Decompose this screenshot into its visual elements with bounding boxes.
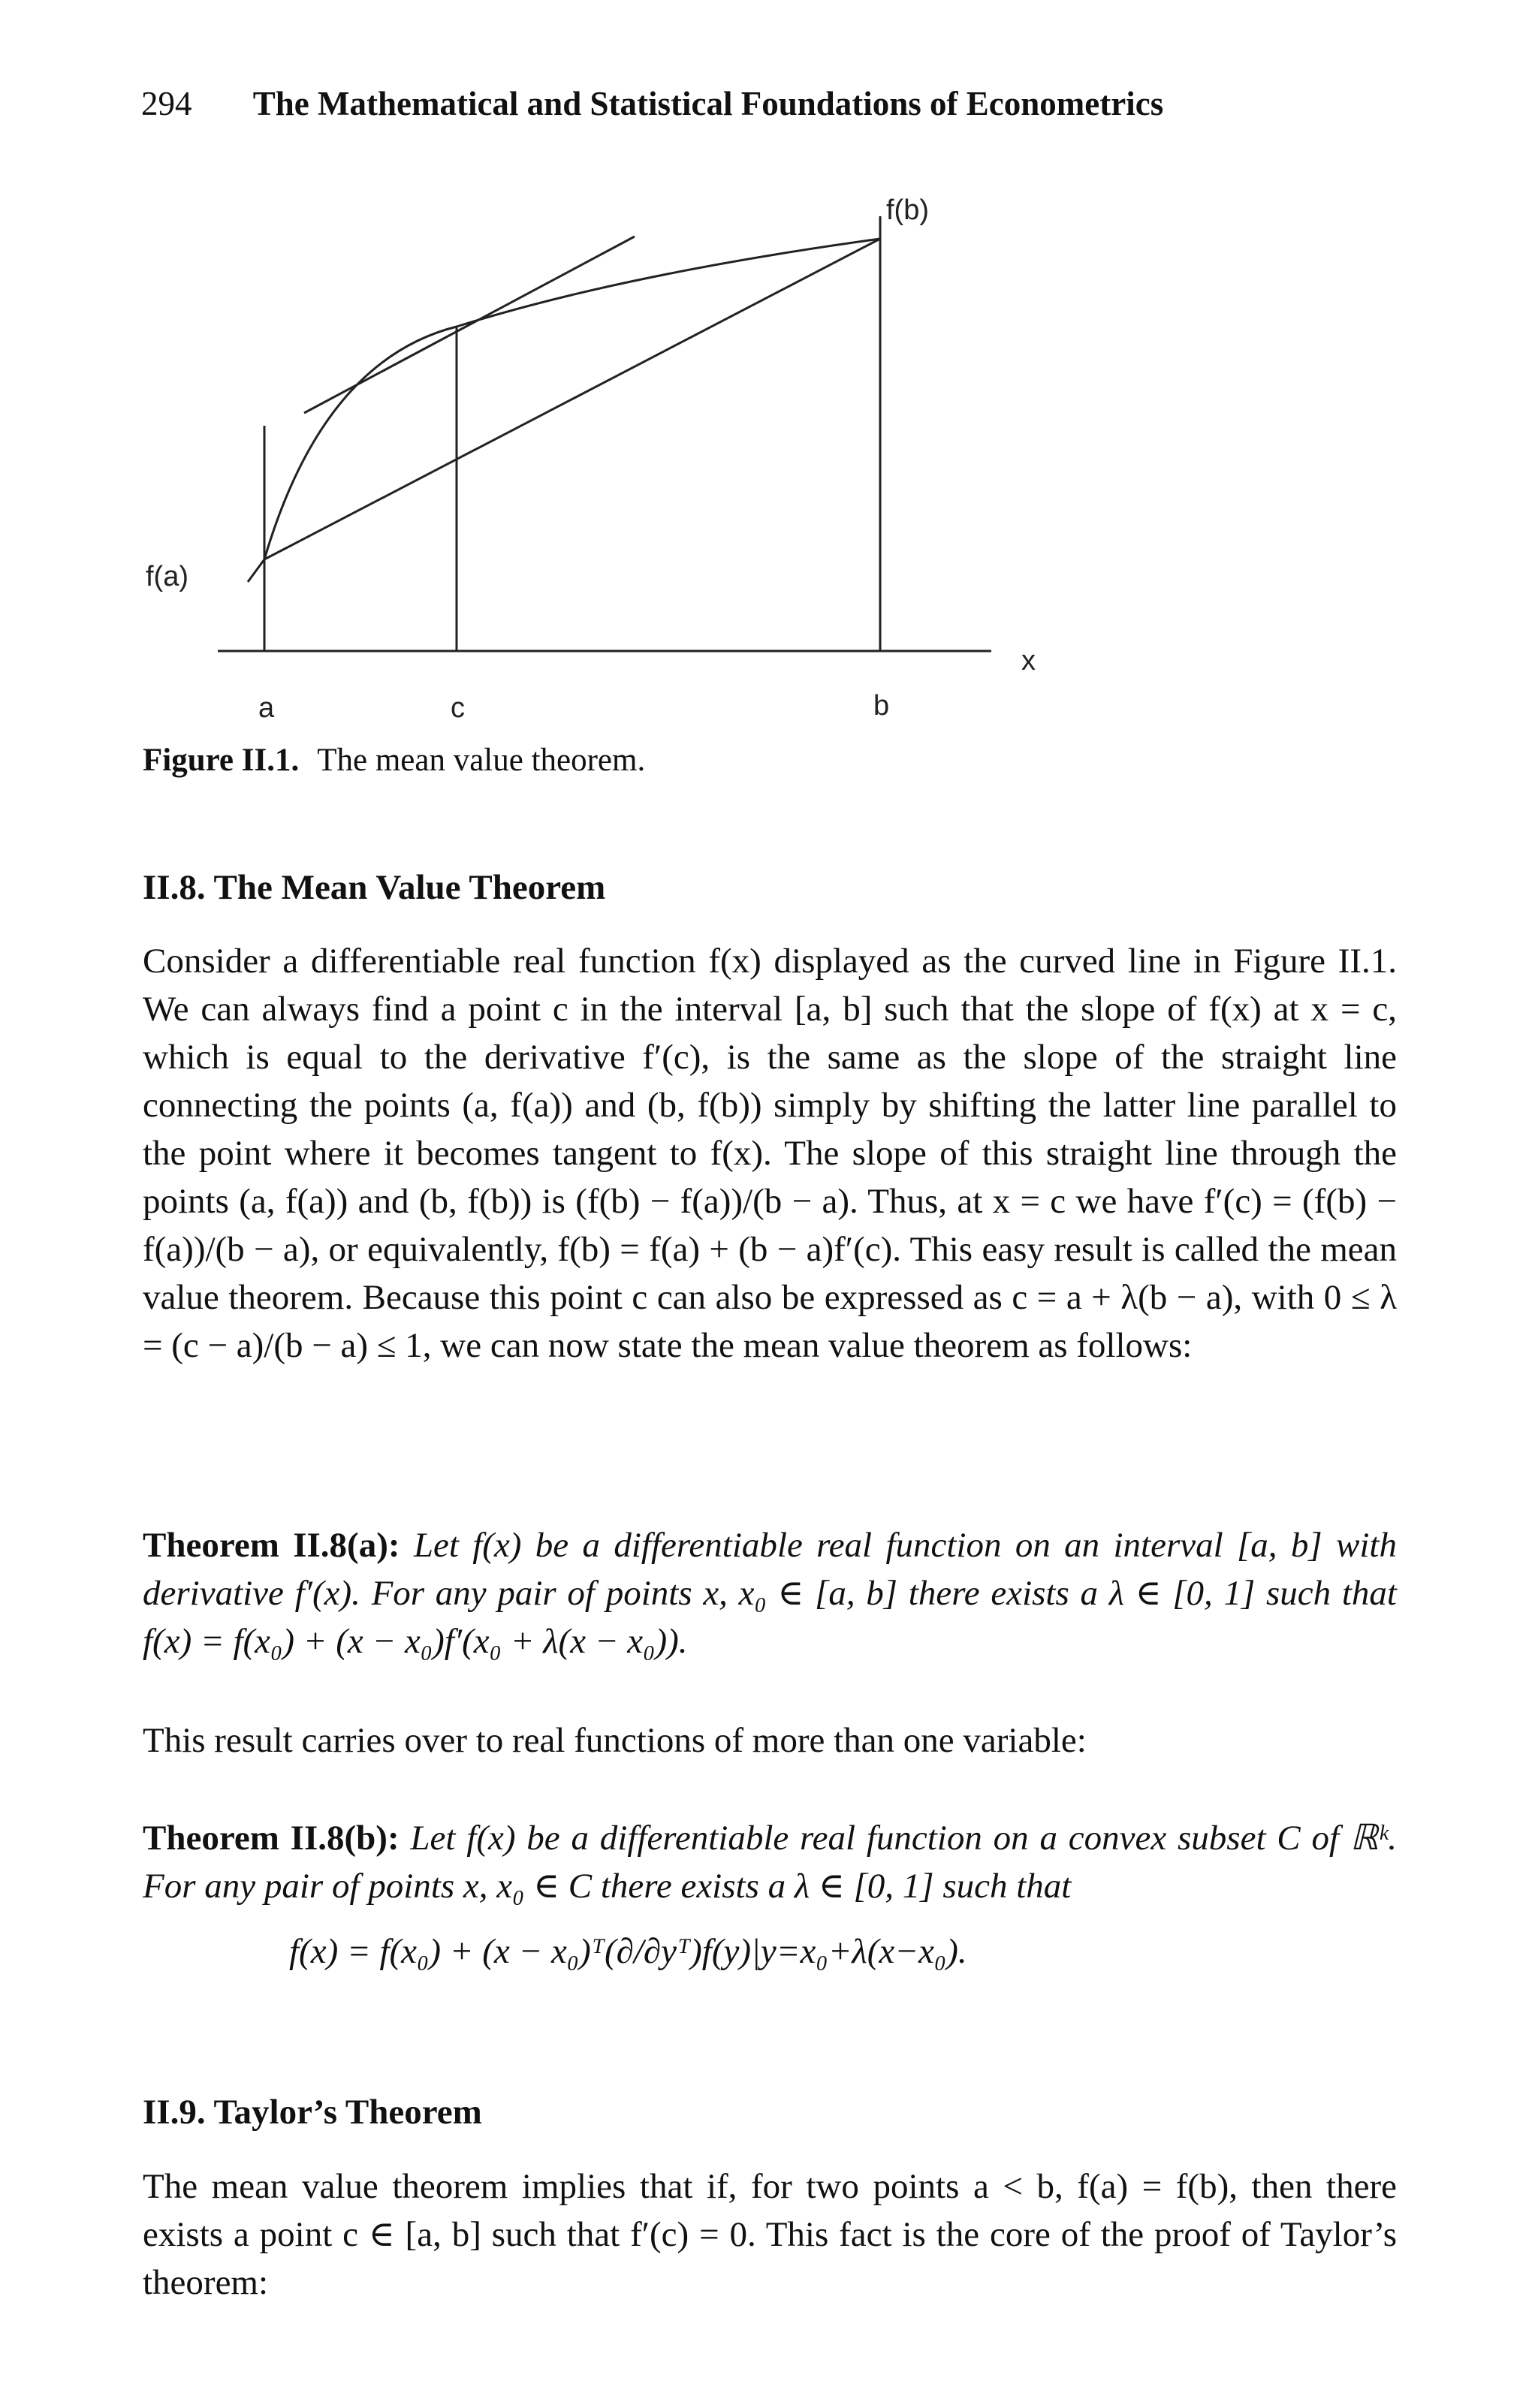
figure-caption [143, 742, 645, 779]
taylor-paragraph: The mean value theorem implies that if, for two points a < b, f(a) = f(b), then there exists a point c ∈ [a, b] such that f′(c) = 0. This fact is the core of the proof of Taylor’s theorem: [143, 2167, 1397, 2302]
mean-value-figure [135, 180, 1111, 736]
carry-over-sentence: This result carries over to real functions of more than one variable: [143, 1721, 1087, 1760]
label-f-b: f(b) [886, 194, 929, 226]
running-head [141, 84, 1163, 123]
section-heading-taylor: II.9. Taylor’s Theorem [143, 2093, 482, 2132]
label-a: a [258, 692, 275, 724]
mean-value-paragraph: Consider a differentiable real function f(x) displayed as the curved line in Figure II.1. We can always find a point c in the interval [a, b] such that the slope of f(x) at x = c, which is equal to the derivative f′(c), is the same as the slope of the straight line connecting the points (a, f(a)) and (b, f(b)) simply by shifting the latter line parallel to the point where it becomes tangent to f(x). The slope of this straight line through the points (a, f(a)) and (b, f(b)) is (f(b) − f(a))/(b − a). Thus, at x = c we have f′(c) = (f(b) − f(a))/(b − a), or equivalently, f(b) = f(a) + (b − a)f′(c). This easy result is called the mean value theorem. Because this point c can also be expressed as c = a + λ(b − a), with 0 ≤ λ = (c − a)/(b − a) ≤ 1, we can now state the mean value theorem as follows: [143, 942, 1397, 1365]
page-number: 294 [141, 85, 192, 122]
theorem-b-label: Theorem II.8(b): [143, 1819, 400, 1858]
theorem-a-body: Let f(x) be a differentiable real function on an interval [a, b] with derivative f′(x). For any pair of points x, x₀ ∈ [a, b] there exists a λ ∈ [0, 1] such that f(x) = f(x₀) + (x − x₀)f′(x₀ + λ(x − x₀)). [143, 1526, 1397, 1661]
theorem-2-8-b [143, 1814, 1397, 1910]
secant-line [264, 239, 880, 559]
label-c: c [451, 692, 465, 724]
label-x-axis: x [1021, 645, 1036, 677]
theorem-b-body: Let f(x) be a differentiable real function on a convex subset C of ℝᵏ. For any pair of points x, x₀ ∈ C there exists a λ ∈ [0, 1] such that [143, 1819, 1398, 1906]
label-b: b [873, 690, 890, 722]
figure-caption-label: Figure II.1. [143, 743, 300, 778]
mean-value-diagram [135, 180, 1111, 736]
section-heading-mean-value: II.8. The Mean Value Theorem [143, 868, 606, 907]
tangent-line [304, 237, 635, 413]
theorem-b-equation: f(x) = f(x₀) + (x − x₀)ᵀ(∂/∂yᵀ)f(y)|y=x₀+λ(x−x₀). [289, 1932, 967, 1971]
theorem-2-8-a [143, 1521, 1397, 1665]
f-a-tick [248, 559, 264, 582]
label-f-a: f(a) [146, 561, 188, 592]
figure-caption-text: The mean value theorem. [317, 743, 646, 778]
theorem-a-label: Theorem II.8(a): [143, 1526, 400, 1565]
book-title: The Mathematical and Statistical Foundations of Econometrics [252, 85, 1164, 122]
